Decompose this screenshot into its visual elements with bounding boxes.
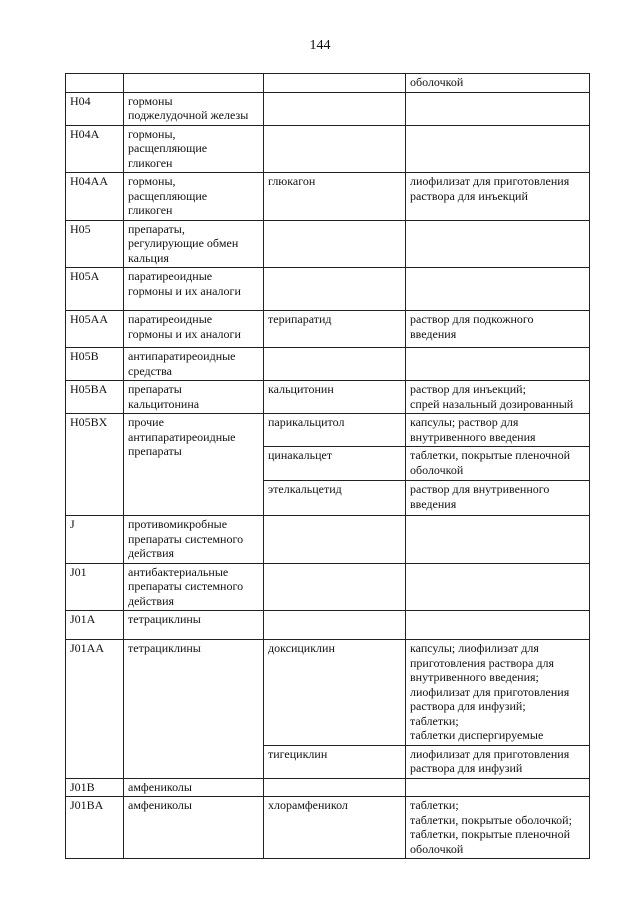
table-row (66, 516, 590, 564)
table-row (66, 311, 590, 348)
table-cell: гормоны, расщепляющие гликоген (124, 125, 264, 173)
drug-classification-table (65, 73, 590, 859)
table-cell (406, 125, 590, 173)
table-cell (264, 125, 406, 173)
table-row (66, 125, 590, 173)
table-cell (406, 348, 590, 381)
table-cell: H05B (66, 348, 124, 381)
table-cell: парикальцитол (264, 414, 406, 447)
table-cell: капсулы; раствор для внутривенного введения (406, 414, 590, 447)
table-cell: хлорамфеникол (264, 797, 406, 859)
table-cell: тетрациклины (124, 611, 264, 640)
table-cell: глюкагон (264, 173, 406, 221)
table-row (66, 611, 590, 640)
table-cell: H04 (66, 92, 124, 125)
table-cell: гормоны, расщепляющие гликоген (124, 173, 264, 221)
table-cell: амфениколы (124, 797, 264, 859)
table-cell (264, 268, 406, 311)
table-cell (264, 74, 406, 93)
table-cell: H05BX (66, 414, 124, 516)
table-cell: прочие антипаратиреоидные препараты (124, 414, 264, 516)
table-cell: антибактериальные препараты системного действия (124, 563, 264, 611)
table-cell: H04A (66, 125, 124, 173)
table-cell (264, 220, 406, 268)
table-cell (406, 268, 590, 311)
table-cell: оболочкой (406, 74, 590, 93)
table-cell: гормоны поджелудочной железы (124, 92, 264, 125)
table-cell: J01 (66, 563, 124, 611)
table-row (66, 381, 590, 414)
table-cell (406, 778, 590, 797)
table-cell: амфениколы (124, 778, 264, 797)
table-cell: антипаратиреоидные средства (124, 348, 264, 381)
table-row (66, 414, 590, 447)
table-row (66, 74, 590, 93)
table-cell: раствор для подкожного введения (406, 311, 590, 348)
table-cell: H05 (66, 220, 124, 268)
table-cell: этелкальцетид (264, 481, 406, 516)
table-cell (406, 516, 590, 564)
table-cell: H05A (66, 268, 124, 311)
table-cell: тетрациклины (124, 640, 264, 779)
table-cell: терипаратид (264, 311, 406, 348)
table-row (66, 348, 590, 381)
table-row (66, 92, 590, 125)
table-cell: тигециклин (264, 745, 406, 778)
table-cell: паратиреоидные гормоны и их аналоги (124, 311, 264, 348)
table-cell: H05BA (66, 381, 124, 414)
table-cell (66, 74, 124, 93)
table-cell: таблетки, покрытые пленочной оболочкой (406, 447, 590, 481)
table-cell: кальцитонин (264, 381, 406, 414)
table-cell: таблетки; таблетки, покрытые оболочкой; таблетки, покрытые пленочной оболочкой (406, 797, 590, 859)
table-cell (264, 611, 406, 640)
table-cell: раствор для внутривенного введения (406, 481, 590, 516)
table-cell: паратиреоидные гормоны и их аналоги (124, 268, 264, 311)
table-cell: цинакальцет (264, 447, 406, 481)
table-row (66, 563, 590, 611)
table-cell (264, 348, 406, 381)
table-cell: J01AA (66, 640, 124, 779)
table-row (66, 640, 590, 746)
table-cell: лиофилизат для приготовления раствора для инфузий (406, 745, 590, 778)
table-cell (406, 611, 590, 640)
table-cell: раствор для инъекций; спрей назальный дозированный (406, 381, 590, 414)
table-cell: H05AA (66, 311, 124, 348)
table-cell (406, 92, 590, 125)
table-cell: капсулы; лиофилизат для приготовления раствора для внутривенного введения; лиофилизат для приготовления раствора для инфузий; таблетки; таблетки диспергируемые (406, 640, 590, 746)
table-row (66, 220, 590, 268)
table-cell: противомикробные препараты системного действия (124, 516, 264, 564)
table-cell: J01BA (66, 797, 124, 859)
table-cell: препараты кальцитонина (124, 381, 264, 414)
table-cell (406, 563, 590, 611)
table-cell: препараты, регулирующие обмен кальция (124, 220, 264, 268)
table-row (66, 173, 590, 221)
table-row (66, 268, 590, 311)
table-cell: J (66, 516, 124, 564)
table-cell (264, 92, 406, 125)
table-cell: лиофилизат для приготовления раствора для инъекций (406, 173, 590, 221)
table-row (66, 778, 590, 797)
table-cell (264, 516, 406, 564)
table-cell (264, 778, 406, 797)
table-cell: H04AA (66, 173, 124, 221)
table-cell (124, 74, 264, 93)
table-row (66, 797, 590, 859)
table-cell: J01A (66, 611, 124, 640)
table-cell (406, 220, 590, 268)
table-cell: J01B (66, 778, 124, 797)
table-cell (264, 563, 406, 611)
table-cell: доксициклин (264, 640, 406, 746)
page-number: 144 (309, 38, 331, 53)
